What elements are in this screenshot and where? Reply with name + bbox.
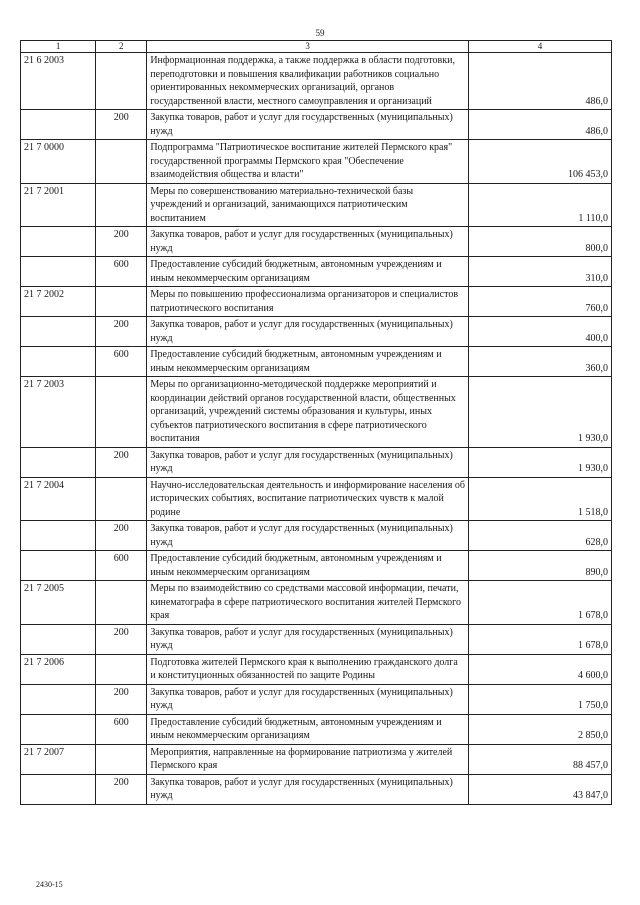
header-col-1: 1 (21, 41, 96, 53)
row-expense-type-cell: 600 (96, 714, 147, 744)
row-code-cell (21, 447, 96, 477)
header-col-3: 3 (147, 41, 469, 53)
row-sum-cell: 310,0 (468, 257, 611, 287)
row-sum-cell: 486,0 (468, 110, 611, 140)
table-row (21, 521, 612, 551)
row-sum-cell: 88 457,0 (468, 744, 611, 774)
row-expense-type-cell (96, 53, 147, 110)
table-header-row (21, 41, 612, 53)
row-code-cell: 21 7 2003 (21, 377, 96, 448)
row-expense-type-cell: 200 (96, 521, 147, 551)
row-sum-cell: 628,0 (468, 521, 611, 551)
table-row (21, 684, 612, 714)
row-sum-cell: 4 600,0 (468, 654, 611, 684)
row-code-cell: 21 6 2003 (21, 53, 96, 110)
row-name-cell: Закупка товаров, работ и услуг для государственных (муниципальных) нужд (147, 624, 469, 654)
row-code-cell (21, 774, 96, 804)
table-body (21, 53, 612, 805)
row-expense-type-cell: 200 (96, 110, 147, 140)
row-name-cell: Подпрограмма "Патриотическое воспитание жителей Пермского края" государственной программы Пермского края "Обеспечение взаимодействия общества и власти" (147, 140, 469, 184)
row-sum-cell: 1 930,0 (468, 377, 611, 448)
row-name-cell: Закупка товаров, работ и услуг для государственных (муниципальных) нужд (147, 774, 469, 804)
row-expense-type-cell: 600 (96, 257, 147, 287)
table-row (21, 347, 612, 377)
row-sum-cell: 1 678,0 (468, 581, 611, 625)
row-sum-cell: 360,0 (468, 347, 611, 377)
row-code-cell: 21 7 2004 (21, 477, 96, 521)
row-sum-cell: 486,0 (468, 53, 611, 110)
row-code-cell (21, 624, 96, 654)
row-name-cell: Предоставление субсидий бюджетным, автономным учреждениям и иным некоммерческим организациям (147, 551, 469, 581)
row-expense-type-cell (96, 581, 147, 625)
table-row (21, 257, 612, 287)
row-name-cell: Предоставление субсидий бюджетным, автономным учреждениям и иным некоммерческим организациям (147, 347, 469, 377)
footer-code: 2430-15 (36, 880, 63, 889)
row-expense-type-cell (96, 654, 147, 684)
row-expense-type-cell (96, 287, 147, 317)
row-code-cell: 21 7 0000 (21, 140, 96, 184)
row-name-cell: Предоставление субсидий бюджетным, автономным учреждениям и иным некоммерческим организациям (147, 714, 469, 744)
row-expense-type-cell: 200 (96, 317, 147, 347)
row-code-cell (21, 257, 96, 287)
row-code-cell: 21 7 2007 (21, 744, 96, 774)
row-expense-type-cell (96, 377, 147, 448)
row-code-cell (21, 110, 96, 140)
row-code-cell: 21 7 2002 (21, 287, 96, 317)
row-sum-cell: 1 110,0 (468, 183, 611, 227)
row-name-cell: Закупка товаров, работ и услуг для государственных (муниципальных) нужд (147, 684, 469, 714)
row-name-cell: Закупка товаров, работ и услуг для государственных (муниципальных) нужд (147, 110, 469, 140)
row-expense-type-cell: 200 (96, 447, 147, 477)
table-row (21, 581, 612, 625)
row-expense-type-cell: 600 (96, 347, 147, 377)
row-expense-type-cell: 200 (96, 684, 147, 714)
page-number: 59 (315, 28, 325, 38)
row-name-cell: Информационная поддержка, а также поддержка в области подготовки, переподготовки и повышения квалификации работников социально ориентированных некоммерческих организаций, органов государственной власти, местного самоуправления и организаций (147, 53, 469, 110)
row-name-cell: Закупка товаров, работ и услуг для государственных (муниципальных) нужд (147, 317, 469, 347)
row-name-cell: Предоставление субсидий бюджетным, автономным учреждениям и иным некоммерческим организациям (147, 257, 469, 287)
table-row (21, 227, 612, 257)
table-row (21, 447, 612, 477)
row-name-cell: Меры по взаимодействию со средствами массовой информации, печати, кинематографа в сфере патриотического воспитания жителей Пермского края (147, 581, 469, 625)
table-row (21, 110, 612, 140)
header-col-2: 2 (96, 41, 147, 53)
row-expense-type-cell (96, 140, 147, 184)
row-name-cell: Научно-исследовательская деятельность и информирование населения об исторических событиях, воспитание патриотических чувств к малой родине (147, 477, 469, 521)
table-row (21, 624, 612, 654)
row-code-cell (21, 521, 96, 551)
row-sum-cell: 890,0 (468, 551, 611, 581)
row-expense-type-cell (96, 744, 147, 774)
row-expense-type-cell (96, 477, 147, 521)
row-sum-cell: 106 453,0 (468, 140, 611, 184)
row-code-cell (21, 714, 96, 744)
budget-table (20, 40, 612, 805)
row-name-cell: Меры по организационно-методической поддержке мероприятий и координации действий органов государственной власти, общественных организаций, учреждений системы образования и культуры, иных субъектов патриотического воспитания в сфере патриотического воспитания (147, 377, 469, 448)
row-sum-cell: 1 930,0 (468, 447, 611, 477)
table-row (21, 53, 612, 110)
row-sum-cell: 1 750,0 (468, 684, 611, 714)
row-name-cell: Мероприятия, направленные на формирование патриотизма у жителей Пермского края (147, 744, 469, 774)
row-code-cell: 21 7 2005 (21, 581, 96, 625)
row-sum-cell: 43 847,0 (468, 774, 611, 804)
table-row (21, 744, 612, 774)
table-row (21, 551, 612, 581)
row-code-cell (21, 317, 96, 347)
row-code-cell (21, 227, 96, 257)
row-expense-type-cell: 200 (96, 624, 147, 654)
row-expense-type-cell (96, 183, 147, 227)
table-row (21, 287, 612, 317)
row-code-cell: 21 7 2001 (21, 183, 96, 227)
row-sum-cell: 1 678,0 (468, 624, 611, 654)
table-row (21, 654, 612, 684)
table-row (21, 477, 612, 521)
row-name-cell: Закупка товаров, работ и услуг для государственных (муниципальных) нужд (147, 447, 469, 477)
row-name-cell: Закупка товаров, работ и услуг для государственных (муниципальных) нужд (147, 521, 469, 551)
table-row (21, 377, 612, 448)
table-row (21, 714, 612, 744)
row-sum-cell: 400,0 (468, 317, 611, 347)
row-code-cell (21, 684, 96, 714)
row-code-cell: 21 7 2006 (21, 654, 96, 684)
row-code-cell (21, 551, 96, 581)
row-expense-type-cell: 600 (96, 551, 147, 581)
row-name-cell: Меры по совершенствованию материально-технической базы учреждений и организаций, занимающихся патриотическим воспитанием (147, 183, 469, 227)
row-expense-type-cell: 200 (96, 774, 147, 804)
row-expense-type-cell: 200 (96, 227, 147, 257)
row-sum-cell: 800,0 (468, 227, 611, 257)
table-row (21, 774, 612, 804)
row-sum-cell: 1 518,0 (468, 477, 611, 521)
table-row (21, 317, 612, 347)
row-sum-cell: 2 850,0 (468, 714, 611, 744)
header-col-4: 4 (468, 41, 611, 53)
row-name-cell: Меры по повышению профессионализма организаторов и специалистов патриотического воспитания (147, 287, 469, 317)
table-row (21, 140, 612, 184)
table-row (21, 183, 612, 227)
row-name-cell: Закупка товаров, работ и услуг для государственных (муниципальных) нужд (147, 227, 469, 257)
row-code-cell (21, 347, 96, 377)
row-sum-cell: 760,0 (468, 287, 611, 317)
row-name-cell: Подготовка жителей Пермского края к выполнению гражданского долга и конституционных обязанностей по защите Родины (147, 654, 469, 684)
